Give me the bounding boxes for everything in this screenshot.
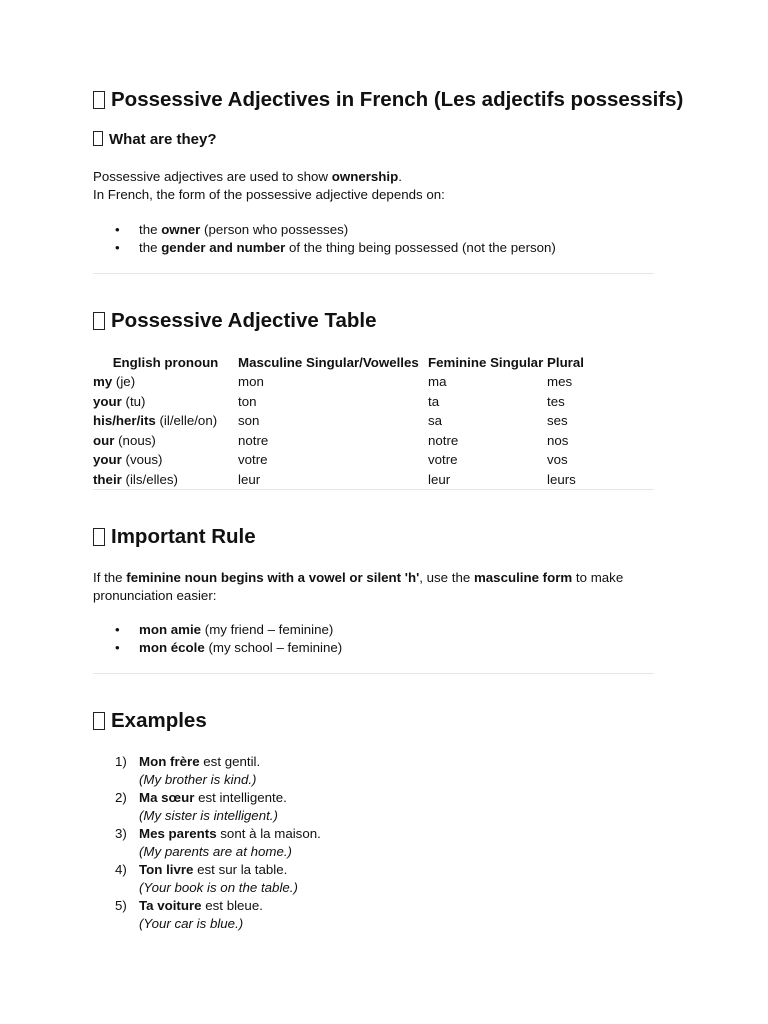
table-cell: notre — [238, 432, 269, 448]
table-cell: votre — [428, 452, 458, 468]
table-cell: ma — [428, 374, 447, 390]
list-item: • the gender and number of the thing being possessed (not the person) — [93, 239, 556, 257]
column-header: English pronoun — [112, 355, 219, 370]
pronoun-cell: your (tu) — [93, 393, 146, 409]
table-cell: leur — [428, 471, 451, 487]
rule-heading: Important Rule — [93, 525, 256, 549]
translation: (My sister is intelligent.) — [139, 808, 278, 823]
table-row — [93, 392, 654, 412]
example-item: 1) Mon frère est gentil. (My brother is kind.) — [93, 753, 321, 789]
pronoun-cell: my (je) — [93, 374, 136, 390]
missing-glyph-icon — [93, 91, 105, 109]
divider — [93, 273, 654, 274]
table-cell: ta — [428, 393, 440, 409]
rule-paragraph: If the feminine noun begins with a vowel or silent 'h', use the masculine form to make pronunciation easier: — [93, 570, 624, 603]
example-item: 5) Ta voiture est bleue. (Your car is blue.) — [93, 897, 321, 933]
table-row — [93, 470, 654, 490]
table-cell: ton — [238, 393, 257, 409]
table-cell: mes — [547, 374, 573, 390]
table-cell: nos — [547, 432, 569, 448]
column-header: Plural — [547, 355, 584, 370]
example-item: 2) Ma sœur est intelligente. (My sister is intelligent.) — [93, 789, 321, 825]
table-cell: sa — [428, 413, 443, 429]
table-cell: son — [238, 413, 260, 429]
table-cell: votre — [238, 452, 268, 468]
possessive-table — [93, 353, 654, 489]
pronoun-cell: our (nous) — [93, 432, 156, 448]
examples-heading: Examples — [93, 709, 207, 733]
translation: (My parents are at home.) — [139, 844, 292, 859]
translation: (Your car is blue.) — [139, 916, 244, 931]
translation: (Your book is on the table.) — [139, 880, 298, 895]
divider — [93, 489, 654, 490]
pronoun-cell: your (vous) — [93, 452, 163, 468]
examples-list — [93, 753, 321, 933]
table-heading: Possessive Adjective Table — [93, 309, 377, 333]
column-header: Feminine Singular — [428, 355, 544, 370]
pronoun-cell: his/her/its (il/elle/on) — [93, 413, 218, 429]
table-cell: tes — [547, 393, 565, 409]
missing-glyph-icon — [93, 712, 105, 730]
table-header-row — [93, 353, 654, 372]
example-item: 3) Mes parents sont à la maison. (My parents are at home.) — [115, 826, 321, 859]
table-row — [93, 411, 654, 431]
table-row — [93, 431, 654, 451]
table-row — [93, 372, 654, 392]
list-item: • mon amie (my friend – feminine) — [93, 621, 342, 639]
table-cell: ses — [547, 413, 568, 429]
missing-glyph-icon — [93, 131, 103, 146]
table-cell: leurs — [547, 471, 576, 487]
pronoun-cell: their (ils/elles) — [93, 471, 178, 487]
page-title: Possessive Adjectives in French (Les adjectifs possessifs) — [93, 88, 683, 112]
divider — [93, 673, 654, 674]
intro-paragraph: Possessive adjectives are used to show ownership. In French, the form of the possessive adjective depends on: — [93, 169, 445, 202]
list-item: • the owner (person who possesses) — [93, 221, 556, 239]
column-header: Masculine Singular/Vowelles — [238, 355, 419, 370]
list-item: • mon école (my school – feminine) — [93, 639, 342, 657]
translation: (My brother is kind.) — [139, 772, 257, 787]
missing-glyph-icon — [93, 312, 105, 330]
table-cell: leur — [238, 471, 261, 487]
what-heading: What are they? — [93, 131, 217, 148]
missing-glyph-icon — [93, 528, 105, 546]
table-row — [93, 450, 654, 470]
depends-list — [93, 221, 556, 257]
table-cell: mon — [238, 374, 264, 390]
table-cell: vos — [547, 452, 568, 468]
example-item: 4) Ton livre est sur la table. (Your book is on the table.) — [93, 861, 321, 897]
table-cell: notre — [428, 432, 459, 448]
rule-examples-list — [93, 621, 342, 657]
